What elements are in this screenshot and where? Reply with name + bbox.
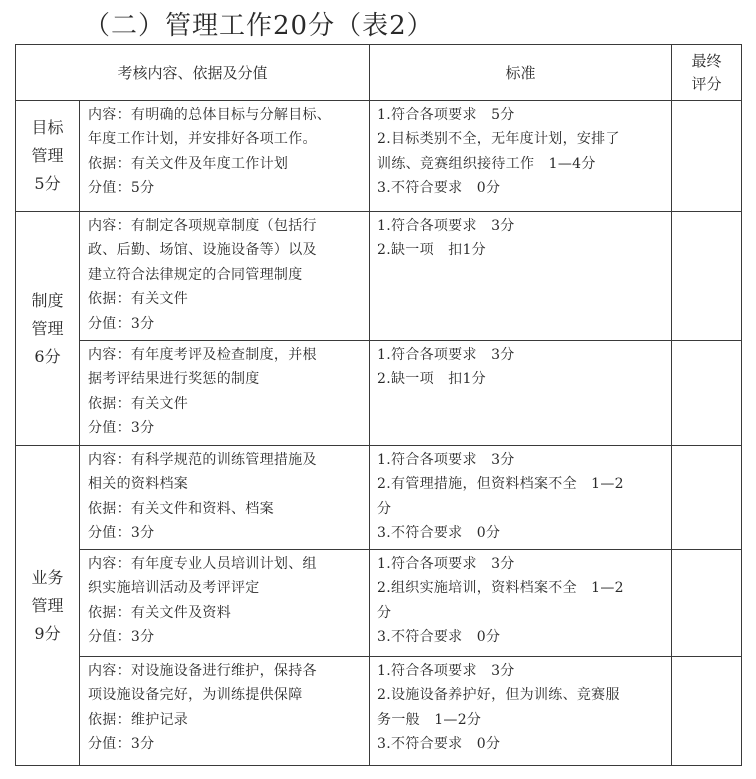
category-system-management: 制度 管理 6分: [16, 212, 80, 446]
standard-cell: 1.符合各项要求 3分 2.缺一项 扣1分: [370, 212, 672, 341]
header-final-score: 最终 评分: [672, 45, 742, 101]
category-business-management: 业务 管理 9分: [16, 446, 80, 766]
table-row: [16, 101, 742, 212]
category-goal-management: 目标 管理 5分: [16, 101, 80, 212]
final-score-cell: [672, 657, 742, 766]
content-cell: 内容：有年度专业人员培训计划、组 织实施培训活动及考评评定 依据：有关文件及资料 分值：3分: [80, 550, 370, 657]
assessment-table: [15, 44, 742, 766]
final-score-cell: [672, 101, 742, 212]
table-row: [16, 212, 742, 341]
final-score-cell: [672, 212, 742, 341]
final-score-cell: [672, 446, 742, 550]
table-row: [16, 550, 742, 657]
standard-cell: 1.符合各项要求 3分 2.有管理措施，但资料档案不全 1—2 分 3.不符合要求 0分: [370, 446, 672, 550]
header-row: [16, 45, 742, 101]
header-standard: 标准: [370, 45, 672, 101]
table-row: [16, 341, 742, 446]
table-row: [16, 446, 742, 550]
content-cell: 内容：有明确的总体目标与分解目标、 年度工作计划，并安排好各项工作。 依据：有关文件及年度工作计划 分值：5分: [80, 101, 370, 212]
standard-cell: 1.符合各项要求 3分 2.缺一项 扣1分: [370, 341, 672, 446]
table-row: [16, 657, 742, 766]
standard-cell: 1.符合各项要求 3分 2.组织实施培训，资料档案不全 1—2 分 3.不符合要求 0分: [370, 550, 672, 657]
final-score-cell: [672, 341, 742, 446]
header-content: 考核内容、依据及分值: [16, 45, 370, 101]
final-score-cell: [672, 550, 742, 657]
content-cell: 内容：对设施设备进行维护，保持各 项设施设备完好，为训练提供保障 依据：维护记录 分值：3分: [80, 657, 370, 766]
standard-cell: 1.符合各项要求 3分 2.设施设备养护好，但为训练、竞赛服 务一般 1—2分 3.不符合要求 0分: [370, 657, 672, 766]
table-title: （二）管理工作20分（表2）: [84, 11, 434, 41]
standard-cell: 1.符合各项要求 5分 2.目标类别不全，无年度计划，安排了 训练、竞赛组织接待工作 1—4分 3.不符合要求 0分: [370, 101, 672, 212]
content-cell: 内容：有年度考评及检查制度，并根 据考评结果进行奖惩的制度 依据：有关文件 分值：3分: [80, 341, 370, 446]
content-cell: 内容：有制定各项规章制度（包括行 政、后勤、场馆、设施设备等）以及 建立符合法律规定的合同管理制度 依据：有关文件 分值：3分: [80, 212, 370, 341]
content-cell: 内容：有科学规范的训练管理措施及 相关的资料档案 依据：有关文件和资料、档案 分值：3分: [80, 446, 370, 550]
